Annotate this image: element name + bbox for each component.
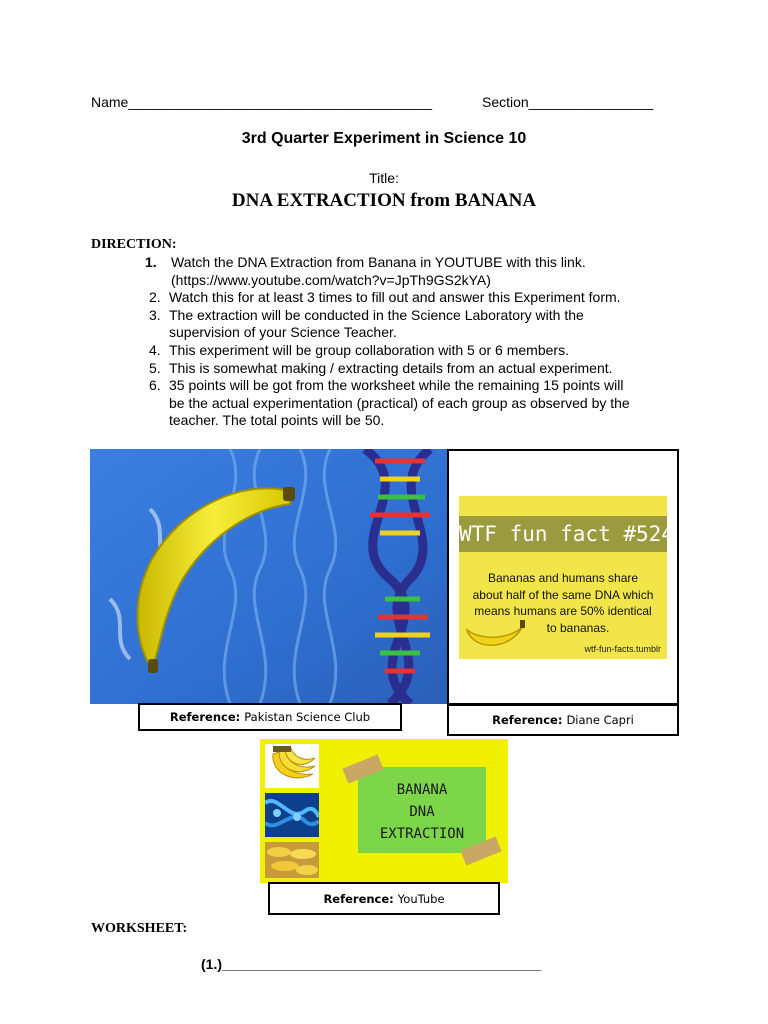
direction-number: 1. [145, 254, 157, 270]
banana-pile-icon [265, 842, 319, 878]
direction-number: 3. [149, 306, 161, 323]
direction-number: 5. [149, 359, 161, 376]
direction-item [143, 289, 703, 307]
main-title: DNA EXTRACTION from BANANA [231, 190, 537, 211]
direction-link[interactable]: (https://www.youtube.com/watch?v=JpTh9GS2kYA) [171, 271, 491, 288]
direction-text: be the actual experimentation (practical) of each group as observed by the [169, 394, 630, 411]
direction-text: teacher. The total points will be 50. [169, 412, 385, 429]
reference-diane-capri [447, 704, 679, 736]
banner-green-panel [358, 767, 486, 853]
direction-item [143, 342, 703, 360]
banner-photo-bananas [265, 744, 319, 788]
reference-youtube [268, 882, 500, 915]
section-label: Section [482, 94, 529, 110]
reference-pakistan-science-club [138, 703, 402, 731]
direction-item [143, 360, 703, 378]
direction-item [143, 307, 703, 342]
reference-label: Reference: [492, 713, 563, 727]
fun-fact-line: Bananas and humans share [487, 571, 639, 585]
banner-photo-peeled [265, 842, 319, 878]
section-field[interactable] [482, 94, 653, 110]
banana-icon [463, 616, 527, 654]
directions-list [143, 254, 703, 430]
fun-fact-card [459, 496, 674, 659]
worksheet-item-number: (1.) [201, 956, 222, 972]
title-label: Title: [369, 170, 399, 186]
worksheet-item-1[interactable] [201, 956, 541, 972]
fun-fact-line: about half of the same DNA which [472, 587, 654, 602]
direction-number: 4. [149, 341, 161, 358]
banner-text [358, 779, 486, 845]
name-label: Name [91, 94, 129, 110]
direction-text: This is somewhat making / extracting details from an actual experiment. [169, 359, 613, 376]
fun-fact-frame [447, 449, 679, 705]
direction-label: DIRECTION: [91, 237, 177, 252]
fun-fact-heading: WTF fun fact #524 [459, 516, 667, 552]
direction-item [143, 377, 703, 430]
dna-strand-icon [265, 793, 319, 837]
banana-dna-extraction-banner [260, 739, 508, 883]
reference-label: Reference: [169, 710, 241, 724]
direction-text: Watch the DNA Extraction from Banana in YOUTUBE with this link. [171, 254, 586, 270]
banner-line: BANANA [396, 782, 448, 798]
worksheet-label: WORKSHEET: [91, 921, 188, 936]
fun-fact-source: wtf-fun-facts.tumblr [584, 644, 661, 654]
direction-text: supervision of your Science Teacher. [169, 324, 397, 341]
banana-dna-image [90, 449, 448, 704]
section-blank[interactable]: ________________ [528, 94, 654, 110]
worksheet-answer-blank[interactable]: _________________________________________ [222, 956, 542, 972]
direction-number: 2. [149, 289, 161, 306]
reference-value: Diane Capri [566, 713, 634, 727]
banner-photo-dna [265, 793, 319, 837]
direction-text: 35 points will be got from the worksheet while the remaining 15 points will [169, 377, 624, 394]
direction-item [143, 254, 703, 289]
direction-text: This experiment will be group collaboration with 5 or 6 members. [169, 341, 569, 358]
direction-number: 6. [149, 377, 161, 394]
reference-label: Reference: [323, 891, 394, 906]
banner-line: DNA [409, 804, 435, 820]
direction-text: Watch this for at least 3 times to fill out and answer this Experiment form. [169, 289, 621, 306]
direction-text: The extraction will be conducted in the Science Laboratory with the [169, 306, 584, 323]
reference-value: YouTube [397, 891, 445, 906]
fun-fact-line: means humans are 50% identical [474, 604, 652, 618]
name-field[interactable] [91, 94, 432, 110]
quarter-title: 3rd Quarter Experiment in Science 10 [241, 130, 527, 147]
banner-line: EXTRACTION [379, 826, 465, 842]
banana-bunch-icon [265, 744, 319, 788]
reference-value: Pakistan Science Club [244, 710, 371, 724]
banana-dna-illustration [90, 449, 448, 704]
fun-fact-line: to bananas. [546, 620, 610, 635]
name-blank[interactable]: _______________________________________ [128, 94, 433, 110]
